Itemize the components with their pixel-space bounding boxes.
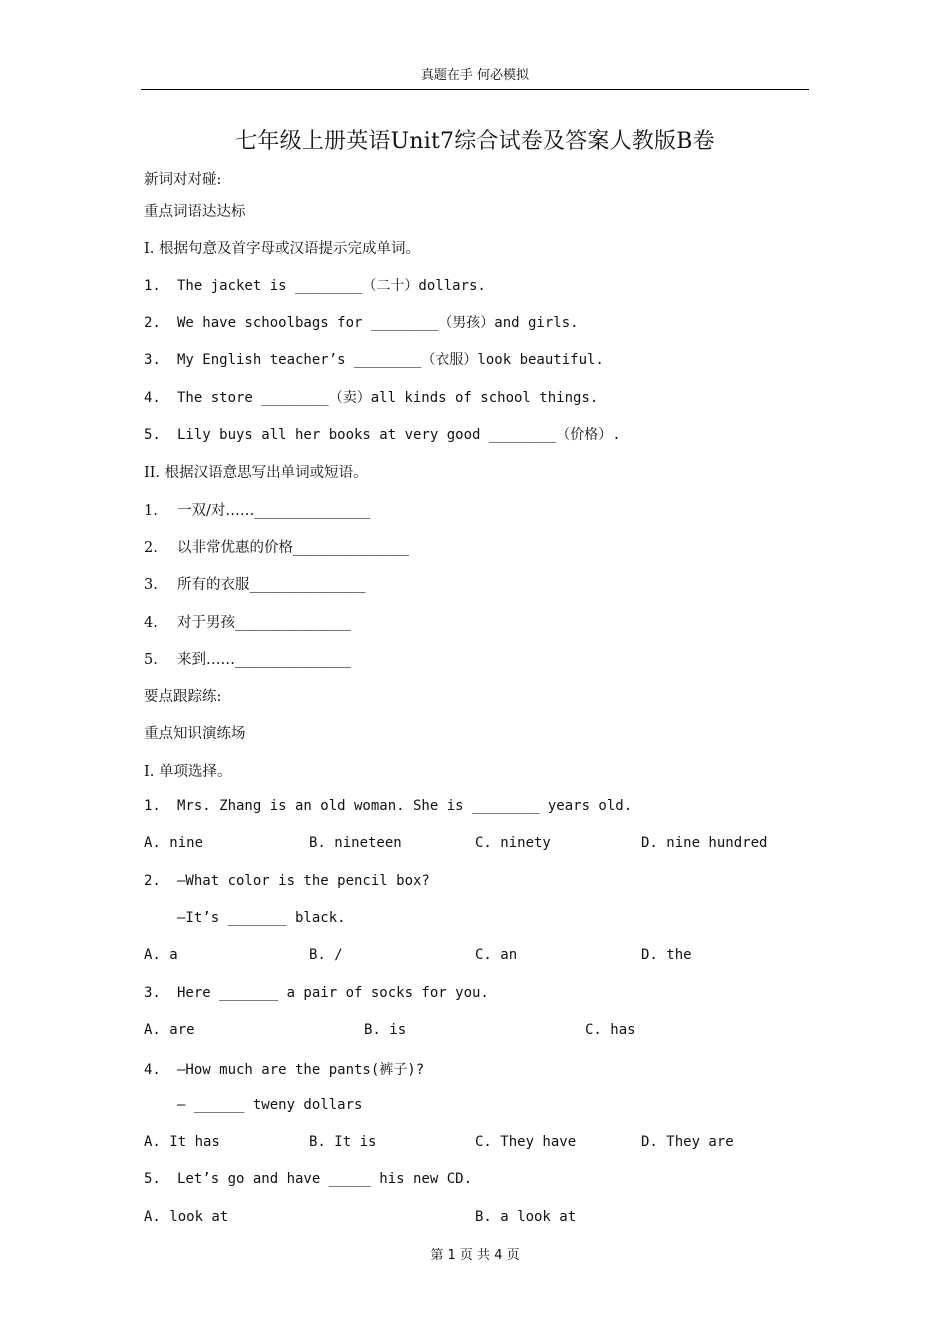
item-number: 5. xyxy=(144,1171,161,1187)
part1-item-4 xyxy=(144,387,598,407)
q1-option-b: B. nineteen xyxy=(309,835,402,851)
part1-instruction: I. 根据句意及首字母或汉语提示完成单词。 xyxy=(144,241,420,257)
q4-option-b: B. It is xyxy=(309,1134,377,1150)
q3-option-c: C. has xyxy=(585,1022,636,1038)
section-heading-new-words: 新词对对碰: xyxy=(144,172,222,188)
q1-option-c: C. ninety xyxy=(475,835,551,851)
item-number: 4. xyxy=(144,615,158,631)
item-text: 对于男孩________________ xyxy=(177,615,351,631)
section-subheading-practice: 重点知识演练场 xyxy=(144,726,246,742)
question-text: —What color is the pencil box? xyxy=(177,873,430,889)
section-subheading-key-words: 重点词语达达标 xyxy=(144,204,246,220)
item-number: 3. xyxy=(144,352,161,368)
section-heading-key-points: 要点跟踪练: xyxy=(144,689,222,705)
q3-option-b: B. is xyxy=(364,1022,407,1038)
part2-item-1 xyxy=(144,499,370,520)
question-text: —How much are the pants(裤子)? xyxy=(177,1062,425,1078)
q5-option-b: B. a look at xyxy=(475,1209,577,1225)
q2-option-c: C. an xyxy=(475,947,518,963)
question-3 xyxy=(144,985,489,1001)
item-text: 一双/对……________________ xyxy=(177,503,371,519)
page-footer: 第 1 页 共 4 页 xyxy=(430,1248,520,1263)
item-number: 2. xyxy=(144,873,161,889)
part2-item-4 xyxy=(144,611,351,632)
q2-option-d: D. the xyxy=(641,947,692,963)
question-4-response: — ______ tweny dollars xyxy=(177,1097,363,1113)
q2-option-b: B. / xyxy=(309,947,343,963)
item-number: 1. xyxy=(144,798,161,814)
question-5 xyxy=(144,1171,472,1187)
question-4 xyxy=(144,1059,424,1079)
part2-item-2 xyxy=(144,536,409,557)
question-2-response: —It’s _______ black. xyxy=(177,910,346,926)
q1-option-a: A. nine xyxy=(144,835,204,851)
question-2 xyxy=(144,873,430,889)
part2-instruction: II. 根据汉语意思写出单词或短语。 xyxy=(144,465,368,481)
part1-item-5 xyxy=(144,424,621,444)
item-number: 3. xyxy=(144,985,161,1001)
item-number: 3. xyxy=(144,577,158,593)
item-number: 1. xyxy=(144,278,161,294)
q4-option-c: C. They have xyxy=(475,1134,577,1150)
item-text: 以非常优惠的价格________________ xyxy=(177,540,409,556)
document-title: 七年级上册英语Unit7综合试卷及答案人教版B卷 xyxy=(235,129,715,154)
part1-item-3 xyxy=(144,349,604,369)
item-number: 4. xyxy=(144,1062,161,1078)
page-header: 真题在手 何必模拟 xyxy=(420,68,530,83)
q4-option-a: A. It has xyxy=(144,1134,220,1150)
question-text: Mrs. Zhang is an old woman. She is ________ years old. xyxy=(177,798,633,814)
item-text: My English teacher’s ________（衣服）look beautiful. xyxy=(177,352,604,368)
item-text: 来到……________________ xyxy=(177,652,351,668)
mc-instruction: I. 单项选择。 xyxy=(144,764,232,780)
item-number: 5. xyxy=(144,427,161,443)
part1-item-2 xyxy=(144,312,579,332)
item-number: 2. xyxy=(144,315,161,331)
item-text: The jacket is ________（二十）dollars. xyxy=(177,278,486,294)
q3-option-a: A. are xyxy=(144,1022,195,1038)
q2-option-a: A. a xyxy=(144,947,178,963)
question-1 xyxy=(144,798,632,814)
q1-option-d: D. nine hundred xyxy=(641,835,768,851)
item-text: Lily buys all her books at very good ________（价格）. xyxy=(177,427,621,443)
question-text: Here _______ a pair of socks for you. xyxy=(177,985,489,1001)
q5-option-a: A. look at xyxy=(144,1209,229,1225)
part2-item-5 xyxy=(144,648,351,669)
part2-item-3 xyxy=(144,573,366,594)
part1-item-1 xyxy=(144,275,486,295)
item-number: 1. xyxy=(144,503,158,519)
item-text: We have schoolbags for ________（男孩）and girls. xyxy=(177,315,579,331)
item-text: The store ________（卖）all kinds of school things. xyxy=(177,390,599,406)
question-text: Let’s go and have _____ his new CD. xyxy=(177,1171,473,1187)
item-number: 2. xyxy=(144,540,158,556)
item-text: 所有的衣服________________ xyxy=(177,577,366,593)
item-number: 5. xyxy=(144,652,158,668)
header-rule xyxy=(141,89,809,90)
q4-option-d: D. They are xyxy=(641,1134,734,1150)
item-number: 4. xyxy=(144,390,161,406)
